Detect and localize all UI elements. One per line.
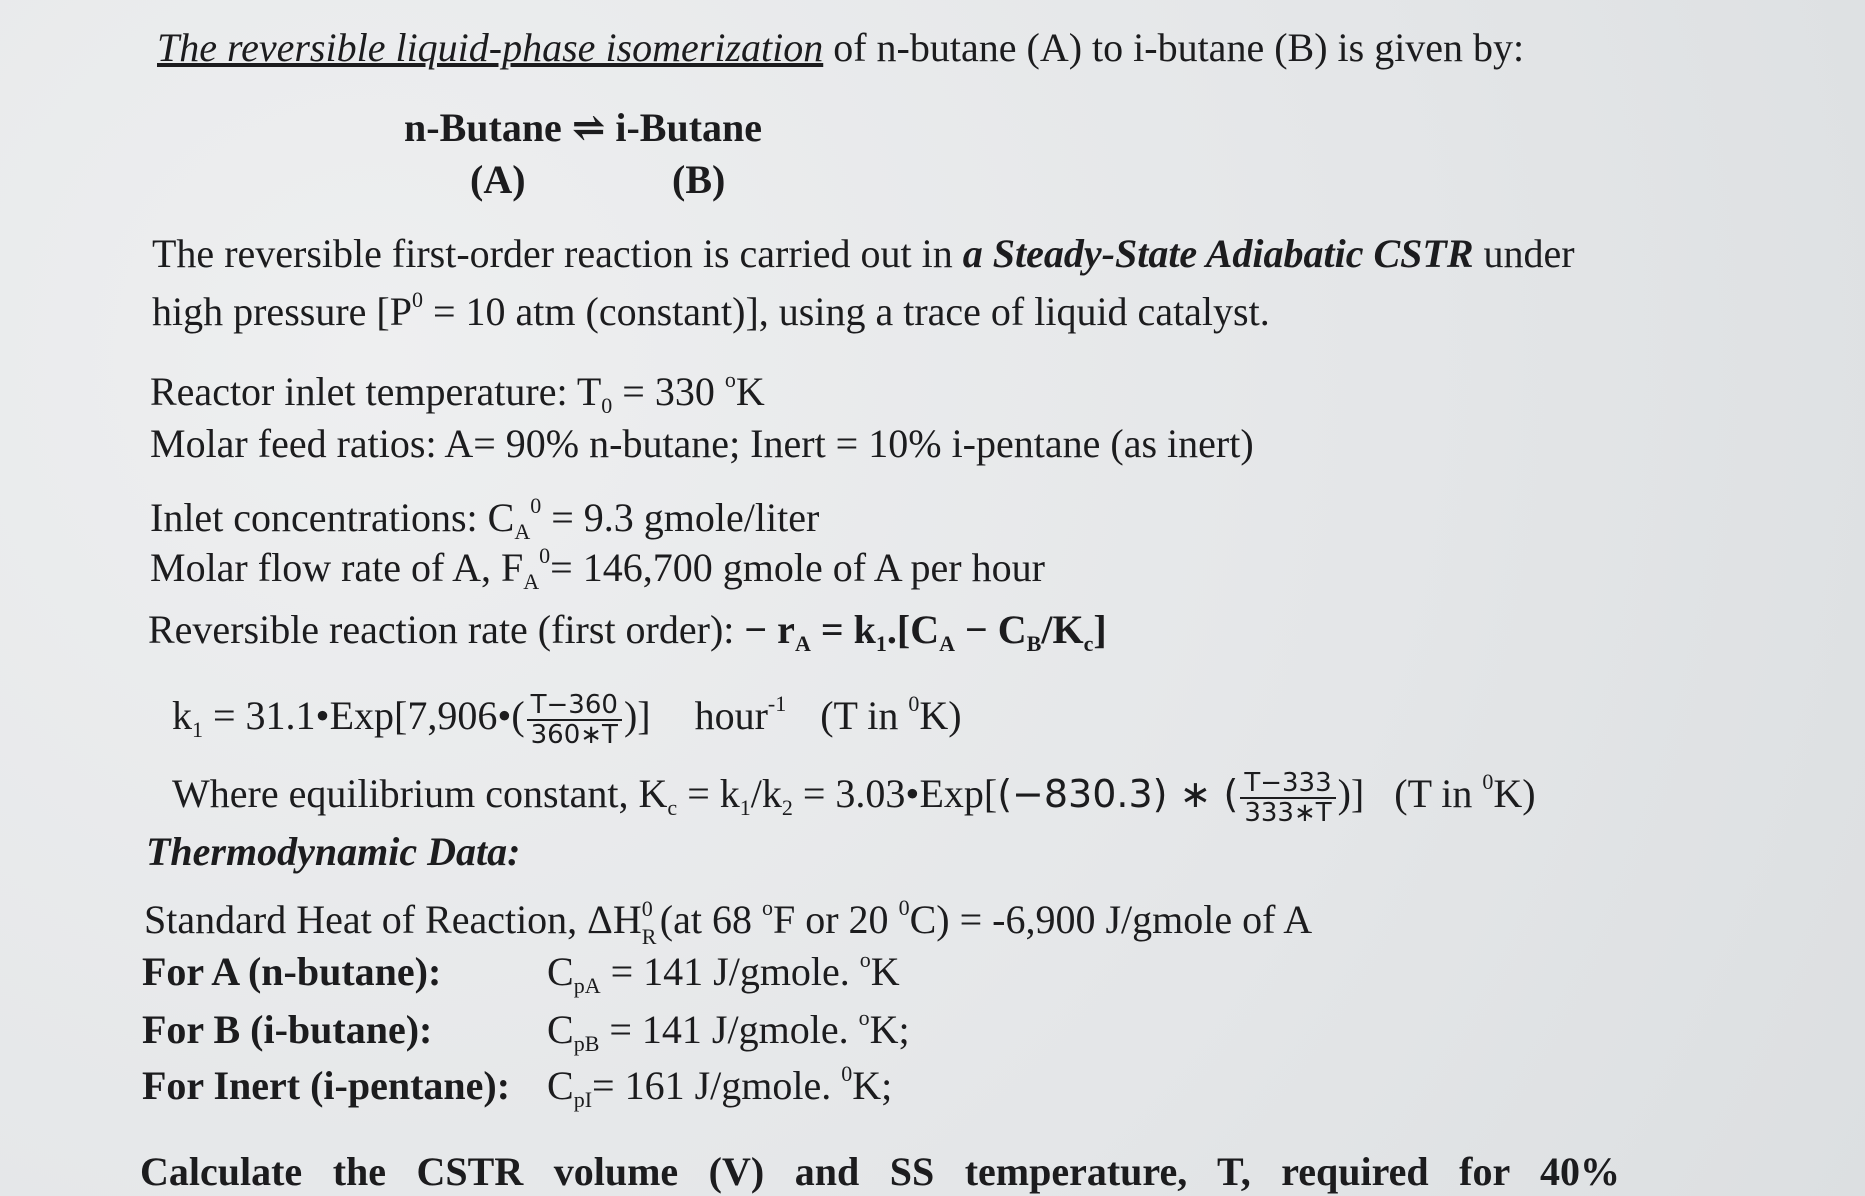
heat-capacity-unit: K [870,949,900,994]
heat-capacity-row [142,1050,892,1124]
kc-note-pre: (T in [1394,771,1483,816]
heat-deg1: o [761,895,773,920]
rate-expr-e: /K [1041,607,1084,652]
rate-expr-e-sub: c [1083,631,1094,656]
kc-fraction-num: T−333 [1240,769,1335,799]
rate-expr-c: .[C [886,607,940,652]
reaction-label-b: (B) [672,157,726,202]
conc-pre: Inlet concentrations: C [150,495,515,540]
thermo-heading: Thermodynamic Data: [146,829,521,874]
flow-post: = 146,700 gmole of A per hour [550,545,1045,590]
heat-capacity-label: For A (n-butane): [142,949,442,994]
kc-note-post: K) [1493,771,1536,816]
k1-fraction-num: T−360 [527,691,622,721]
k1-unit: hour [694,693,768,738]
k1-unit-sup: -1 [767,691,787,716]
k1-fraction-den: 360∗T [530,719,618,750]
kc-note-sup: 0 [1482,769,1494,794]
heat-pre: Standard Heat of Reaction, ΔH [144,897,642,942]
heat-capacity-sym-sub: pA [573,973,601,998]
feed-ratios: Molar feed ratios: A= 90% n-butane; Inert = 10% i-pentane (as inert) [150,421,1254,466]
k1-note-post: K) [919,693,962,738]
inlet-temp-sub: 0 [601,393,613,418]
rate-expr-a-sub: A [794,631,811,656]
kc-pre-sub: c [667,795,678,820]
k1-pre-sub: 1 [192,717,203,742]
heat-capacity-label: For B (i-butane): [142,1007,433,1052]
kc-fraction [1240,769,1335,827]
intro-title: The reversible liquid-phase isomerization [157,25,824,70]
reaction-label-a: (A) [470,157,526,202]
description-line-1 [152,230,1575,278]
heat-capacity-deg: o [858,1005,870,1030]
k1-pre: k [172,693,192,738]
heat-capacity-deg: 0 [841,1061,853,1086]
rate-expr-b: = k [810,607,876,652]
rate-expr-d-sub: B [1026,631,1042,656]
heat-capacity-sym-sub: pB [573,1031,600,1056]
question-text: Calculate the CSTR volume (V) and SS temperature, T, required for 40% [140,1149,1620,1194]
k1-note-pre: (T in [820,693,909,738]
heat-capacity-val: = 141 J/gmole. [599,1007,859,1052]
rate-label: Reversible reaction rate (first order): [148,607,745,652]
heat-capacity-deg: o [859,947,871,972]
description-line2-pre: high pressure [P [152,289,412,334]
rate-expr-a: − r [744,607,795,652]
k1-fraction [527,691,622,749]
rate-expression [148,606,1107,668]
conc-sup: 0 [530,493,542,518]
description-line1-post: under [1473,231,1575,276]
heat-capacity-sym: C [547,1007,574,1052]
heat-capacity-unit: K; [869,1007,910,1052]
inlet-temp-val: = 330 [612,369,725,414]
kc-eq1-sub: 1 [739,795,751,820]
kc-pre: Where equilibrium constant, K [172,771,668,816]
description-line-2 [152,276,1270,336]
kc-coef: (−830.3) ∗ ( [997,772,1239,816]
k1-note-sup: 0 [908,691,920,716]
heat-capacity-sym: C [547,949,574,994]
flow-pre: Molar flow rate of A, F [150,545,524,590]
heat-deg2: 0 [898,895,910,920]
conc-sub: A [514,519,531,544]
conc-post: = 9.3 gmole/liter [541,495,820,540]
description-line1-pre: The reversible first-order reaction is carried out in [152,231,963,276]
inlet-temperature [150,356,765,430]
inlet-temp-deg: o [724,367,736,392]
rate-expr-f: ] [1093,607,1107,652]
rate-expr-b-sub: 1 [875,631,887,656]
heat-capacity-val: = 141 J/gmole. [600,949,860,994]
k1-close: )] [623,693,651,738]
flow-sub: A [523,569,540,594]
kc-eq2: /k [750,771,782,816]
inlet-temp-pre: Reactor inlet temperature: T [150,369,602,414]
rate-expr-c-sub: A [939,631,955,656]
description-line1-emph: a Steady-State Adiabatic CSTR [962,231,1474,276]
heat-mid: (at 68 [659,897,762,942]
heat-sub: R [641,924,657,949]
inlet-temp-unit: K [735,369,765,414]
reaction-equation: n-Butane ⇌ i-Butane [404,105,763,150]
molar-flow-rate [150,532,1045,606]
intro-rest: of n-butane (A) to i-butane (B) is given by: [823,25,1525,70]
description-line2-post: = 10 atm (constant)], using a trace of liquid catalyst. [422,289,1270,334]
heat-capacity-sym-sub: pI [573,1087,593,1112]
intro-line [157,24,1524,72]
kc-eq2-sub: 2 [781,795,793,820]
kc-eq3: = 3.03•Exp[ [792,771,998,816]
heat-capacity-val: = 161 J/gmole. [592,1063,842,1108]
heat-capacity-unit: K; [852,1063,893,1108]
rate-expr-d: − C [954,607,1027,652]
kc-expression [172,752,1536,838]
description-line2-sup: 0 [411,287,423,312]
heat-mid2: F or 20 [772,897,899,942]
flow-sup: 0 [539,543,551,568]
heat-of-reaction [144,884,1313,949]
heat-capacity-sym: C [547,1063,574,1108]
k1-expression [172,674,962,760]
heat-capacity-label: For Inert (i-pentane): [142,1063,511,1108]
heat-sup: 0 [641,896,653,921]
kc-eq1: = k [677,771,740,816]
heat-post: C) = -6,900 J/gmole of A [909,897,1313,942]
k1-eq: = 31.1•Exp[7,906•( [203,693,525,738]
kc-close: )] [1337,771,1365,816]
kc-fraction-den: 333∗T [1244,797,1332,828]
